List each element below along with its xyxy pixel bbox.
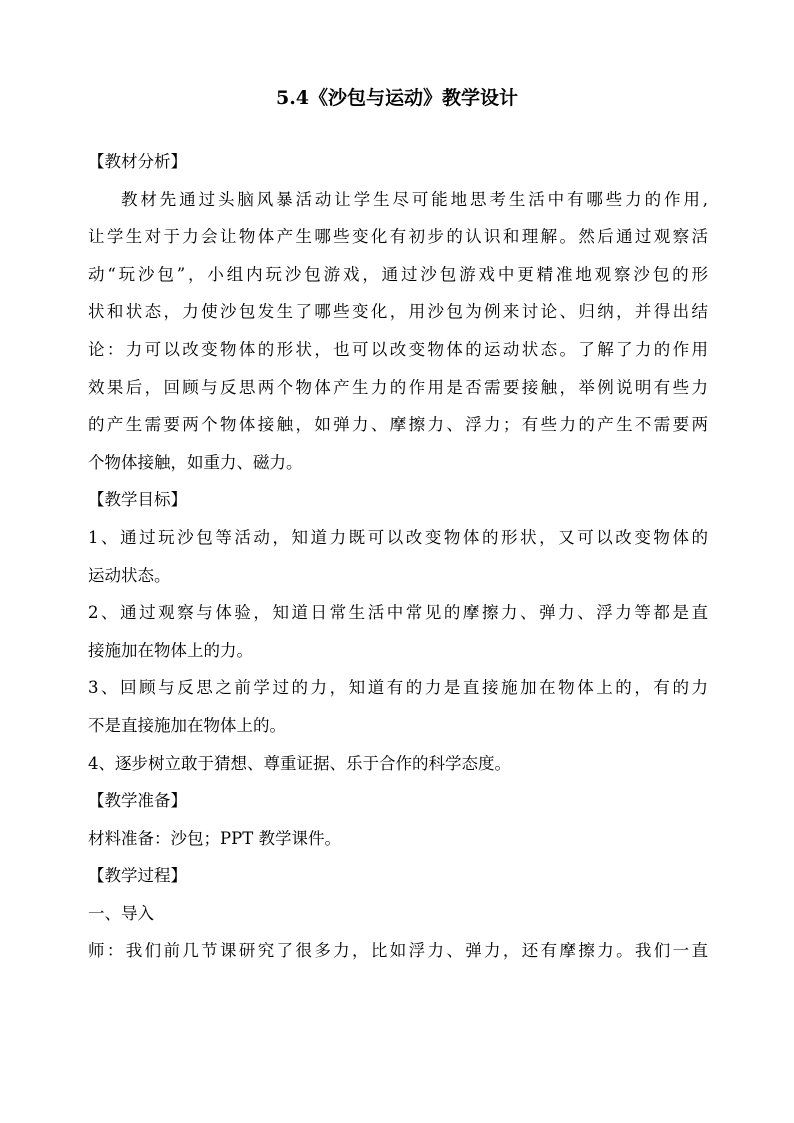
goal-line: 2、通过观察与体验，知道日常生活中常见的摩擦力、弹力、浮力等都是直 [88, 603, 708, 623]
prep-line: 材料准备：沙包；PPT 教学课件。 [88, 828, 341, 848]
goal-line: 4、逐步树立敢于猜想、尊重证据、乐于合作的科学态度。 [88, 753, 511, 773]
section-heading-goals: 【教学目标】 [88, 490, 187, 510]
process-step-heading: 一、导入 [88, 903, 154, 923]
goal-line: 接施加在物体上的力。 [88, 640, 253, 660]
paragraph-line: 状和状态，力使沙包发生了哪些变化，用沙包为例来讨论、归纳，并得出结 [88, 302, 708, 322]
goal-line: 1、通过玩沙包等活动，知道力既可以改变物体的形状，又可以改变物体的 [88, 527, 708, 547]
section-heading-process: 【教学过程】 [88, 866, 187, 886]
section-heading-analysis: 【教材分析】 [88, 152, 187, 171]
goal-line: 不是直接施加在物体上的。 [88, 715, 286, 735]
document-title: 5.4《沙包与运动》教学设计 [275, 87, 519, 109]
document-body [88, 143, 708, 970]
goal-line: 3、回顾与反思之前学过的力，知道有的力是直接施加在物体上的，有的力 [88, 678, 708, 698]
paragraph-line: 论：力可以改变物体的形状，也可以改变物体的运动状态。了解了力的作用 [88, 339, 708, 359]
process-line: 师：我们前几节课研究了很多力，比如浮力、弹力，还有摩擦力。我们一直 [88, 941, 708, 961]
paragraph-line: 让学生对于力会让物体产生哪些变化有初步的认识和理解。然后通过观察活 [88, 227, 708, 247]
paragraph-line: 个物体接触，如重力、磁力。 [88, 452, 303, 472]
paragraph-line: 教材先通过头脑风暴活动让学生尽可能地思考生活中有哪些力的作用, [121, 189, 708, 209]
goal-line: 运动状态。 [88, 565, 171, 585]
section-heading-prep: 【教学准备】 [88, 791, 187, 811]
paragraph-line: 的产生需要两个物体接触，如弹力、摩擦力、浮力；有些力的产生不需要两 [88, 415, 708, 435]
paragraph-line: 效果后，回顾与反思两个物体产生力的作用是否需要接触，举例说明有些力 [88, 377, 708, 397]
paragraph-line: 动“玩沙包”，小组内玩沙包游戏，通过沙包游戏中更精准地观察沙包的形 [88, 264, 708, 284]
